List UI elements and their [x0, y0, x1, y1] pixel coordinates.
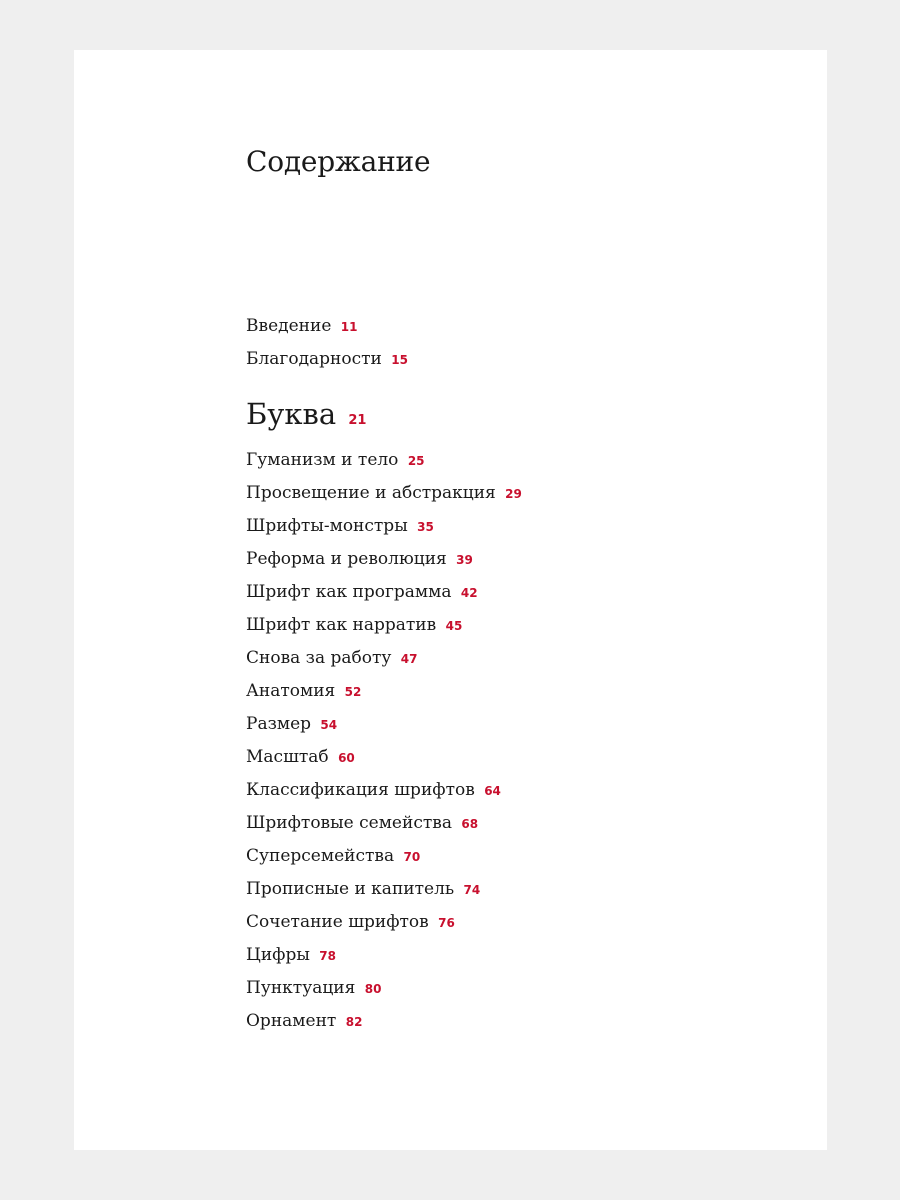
- toc-entry[interactable]: [246, 481, 522, 506]
- toc-entry-label: Размер: [246, 714, 312, 734]
- toc-entry[interactable]: [246, 1009, 362, 1034]
- toc-page-number: 25: [407, 454, 425, 468]
- toc-entry-label: Шрифты-монстры: [246, 516, 408, 536]
- toc-entry[interactable]: [246, 745, 355, 770]
- toc-entry[interactable]: [246, 811, 478, 836]
- toc-entry-introduction[interactable]: [246, 314, 357, 339]
- toc-entry[interactable]: [246, 679, 361, 704]
- toc-page-number: 78: [319, 949, 336, 963]
- toc-section-letter[interactable]: [246, 394, 366, 441]
- toc-entry[interactable]: [246, 646, 418, 671]
- page-title: Содержание: [246, 145, 431, 178]
- toc-page-number: 60: [338, 751, 355, 765]
- toc-entry[interactable]: [246, 943, 336, 968]
- toc-page-number: 29: [505, 487, 522, 501]
- toc-entry-label: Сочетание шрифтов: [246, 912, 429, 932]
- toc-page-number: 82: [345, 1015, 363, 1029]
- toc-entry-label: Классификация шрифтов: [246, 780, 475, 800]
- toc-page-number: 64: [484, 784, 501, 798]
- toc-entry-label: Цифры: [246, 945, 310, 965]
- toc-page-number: 52: [344, 685, 362, 699]
- toc-entry-label: Суперсемейства: [246, 846, 395, 866]
- toc-page-number: 54: [320, 718, 338, 732]
- toc-entry[interactable]: [246, 778, 501, 803]
- toc-entry[interactable]: [246, 448, 425, 473]
- toc-entry-label: Пунктуация: [246, 978, 356, 998]
- toc-page-number: 68: [461, 817, 479, 831]
- toc-entry-label: Шрифт как программа: [246, 582, 452, 602]
- toc-entry-label: Реформа и революция: [246, 549, 447, 569]
- toc-page-number: 21: [348, 413, 367, 428]
- toc-page-number: 70: [403, 850, 421, 864]
- toc-page-number: 45: [445, 619, 463, 633]
- toc-entry-label: Снова за работу: [246, 648, 392, 668]
- toc-entry[interactable]: [246, 580, 478, 605]
- toc-page-number: 11: [340, 320, 358, 334]
- toc-page-number: 76: [438, 916, 455, 930]
- toc-entry[interactable]: [246, 712, 337, 737]
- toc-page-number: 42: [460, 586, 478, 600]
- toc-entry-label: Шрифт как нарратив: [246, 615, 437, 635]
- toc-entry[interactable]: [246, 910, 455, 935]
- toc-entry-label: Масштаб: [246, 747, 329, 767]
- toc-entry[interactable]: [246, 877, 480, 902]
- toc-entry[interactable]: [246, 976, 381, 1001]
- toc-page-number: 74: [463, 883, 481, 897]
- toc-entry[interactable]: [246, 547, 473, 572]
- toc-page-number: 15: [391, 353, 408, 367]
- document-page: [74, 50, 827, 1150]
- toc-entry-label: Орнамент: [246, 1011, 337, 1031]
- toc-entry[interactable]: [246, 613, 462, 638]
- toc-page-number: 80: [364, 982, 382, 996]
- toc-entry-acknowledgements[interactable]: [246, 347, 408, 372]
- toc-entry-label: Шрифтовые семейства: [246, 813, 452, 833]
- toc-entry[interactable]: [246, 844, 420, 869]
- toc-entry-label: Анатомия: [246, 681, 336, 701]
- toc-entry[interactable]: [246, 514, 434, 539]
- toc-entry-label: Просвещение и абстракция: [246, 483, 496, 503]
- toc-page-number: 39: [456, 553, 473, 567]
- toc-entry-label: Благодарности: [246, 349, 382, 369]
- toc-page-number: 35: [417, 520, 434, 534]
- toc-section-label: Буква: [246, 397, 337, 431]
- toc-page-number: 47: [400, 652, 418, 666]
- toc-entry-label: Прописные и капитель: [246, 879, 455, 899]
- toc-entry-label: Введение: [246, 316, 332, 336]
- toc-entry-label: Гуманизм и тело: [246, 450, 399, 470]
